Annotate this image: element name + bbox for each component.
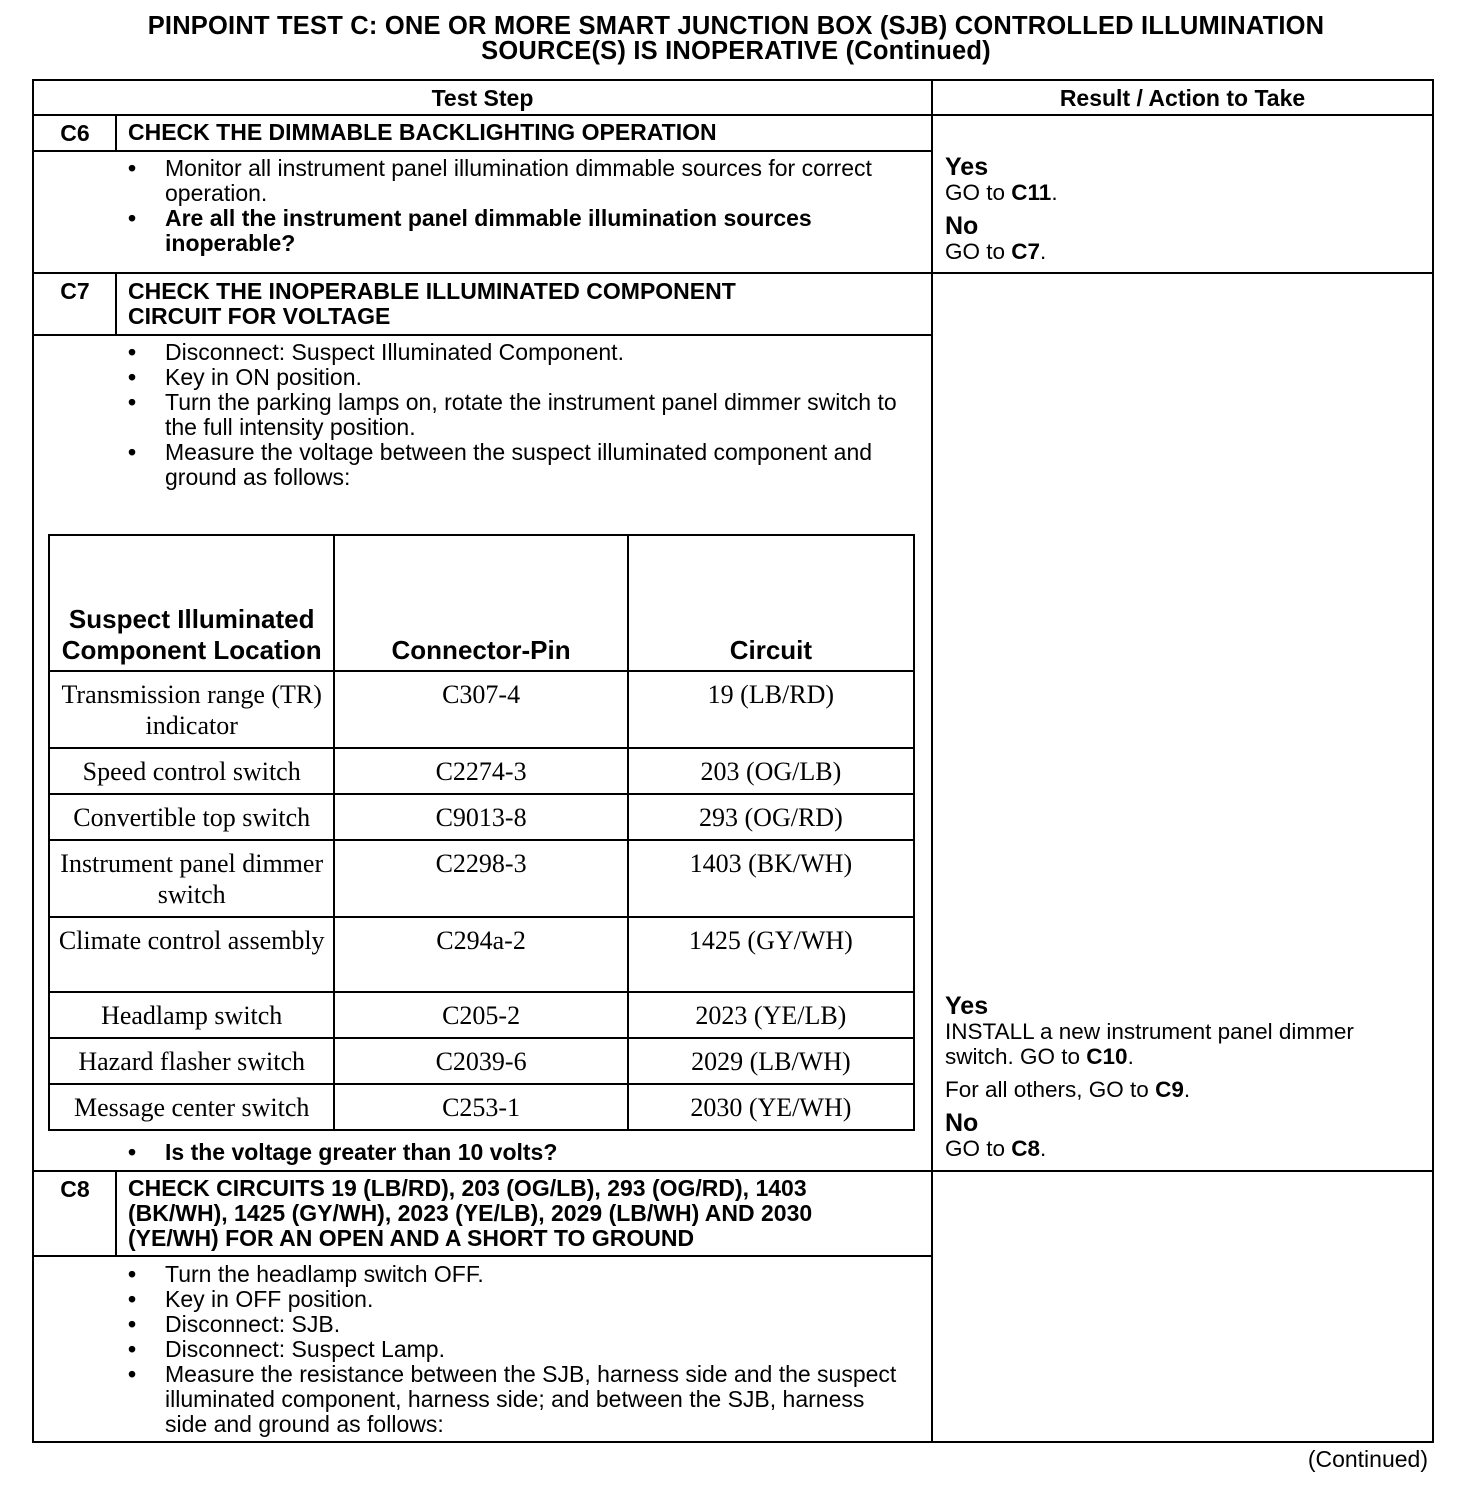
header-result: Result / Action to Take — [1059, 85, 1306, 111]
no-label: No — [945, 1109, 979, 1137]
goto-target: C7 — [1011, 239, 1041, 264]
yes-action: GO to C11. — [945, 180, 1058, 205]
continued-note: (Continued) — [1307, 1446, 1428, 1472]
table-row: Speed control switch C2274-3 203 (OG/LB) — [49, 748, 914, 794]
step-c6-bullets — [128, 156, 908, 256]
c8-title-rule — [32, 1255, 933, 1257]
table-row: Climate control assembly C294a-2 1425 (GY/WH) — [49, 917, 914, 992]
step-c7-result — [945, 993, 1425, 1161]
voltage-table — [48, 534, 915, 1131]
yes-action: INSTALL a new instrument panel dimmer switch. GO to C10. — [945, 1019, 1354, 1069]
c6-end-rule — [32, 272, 1434, 274]
column-divider — [931, 79, 933, 1443]
list-item: • Disconnect: Suspect Lamp. — [128, 1337, 898, 1362]
goto-target: C11 — [1011, 180, 1052, 205]
list-item: • Key in ON position. — [128, 365, 918, 390]
table-row: Transmission range (TR) indicator C307-4 19 (LB/RD) — [49, 671, 914, 748]
table-row: Headlamp switch C205-2 2023 (YE/LB) — [49, 992, 914, 1038]
no-action: GO to C7. — [945, 239, 1047, 264]
step-c8-title: CHECK CIRCUITS 19 (LB/RD), 203 (OG/LB), 293 (OG/RD), 1403 (BK/WH), 1425 (GY/WH), 2023 (YE/LB), 2029 (LB/WH) AND 2030 (YE/WH) FOR AN OPEN AND A SHORT TO GROUND — [128, 1175, 813, 1251]
step-c6-id: C6 — [60, 120, 90, 146]
c6-title-rule — [32, 150, 933, 152]
yes-label: Yes — [945, 153, 989, 181]
column-header: Suspect Illuminated Component Location — [49, 535, 334, 671]
table-row: Message center switch C253-1 2030 (YE/WH) — [49, 1084, 914, 1130]
list-item: • Disconnect: SJB. — [128, 1312, 898, 1337]
list-item: • Measure the resistance between the SJB, harness side and the suspect illuminated component, harness side; and between the SJB, harness side and ground as follows: — [128, 1362, 898, 1437]
yes-label: Yes — [945, 992, 989, 1020]
title-line-2: SOURCE(S) IS INOPERATIVE (Continued) — [481, 37, 991, 65]
list-item: • Key in OFF position. — [128, 1287, 898, 1312]
list-item-question: • Are all the instrument panel dimmable illumination sources inoperable? — [128, 206, 908, 256]
table-row: Hazard flasher switch C2039-6 2029 (LB/WH) — [49, 1038, 914, 1084]
step-c7-id: C7 — [60, 278, 90, 304]
page-title — [40, 14, 1432, 64]
step-c7-question — [128, 1140, 908, 1165]
list-item: • Measure the voltage between the suspect illuminated component and ground as follows: — [128, 440, 918, 490]
list-item-question: • Is the voltage greater than 10 volts? — [128, 1140, 908, 1165]
table-row: Convertible top switch C9013-8 293 (OG/RD) — [49, 794, 914, 840]
list-item: • Turn the parking lamps on, rotate the instrument panel dimmer switch to the full intensity position. — [128, 390, 918, 440]
list-item: • Monitor all instrument panel illumination dimmable sources for correct operation. — [128, 156, 908, 206]
list-item: • Disconnect: Suspect Illuminated Component. — [128, 340, 918, 365]
goto-target: C8 — [1011, 1136, 1041, 1161]
step-c8-bullets — [128, 1262, 898, 1437]
list-item: • Turn the headlamp switch OFF. — [128, 1262, 898, 1287]
step-c6-title: CHECK THE DIMMABLE BACKLIGHTING OPERATION — [128, 119, 717, 145]
yes-action-others: For all others, GO to C9. — [945, 1077, 1191, 1102]
c7-end-rule — [32, 1170, 1434, 1172]
step-c7-title: CHECK THE INOPERABLE ILLUMINATED COMPONENT CIRCUIT FOR VOLTAGE — [128, 278, 736, 329]
step-c8-id: C8 — [60, 1176, 90, 1202]
goto-target: C10 — [1086, 1044, 1128, 1069]
no-action: GO to C8. — [945, 1136, 1047, 1161]
goto-target: C9 — [1155, 1077, 1184, 1102]
step-c7-bullets — [128, 340, 918, 490]
column-header: Connector-Pin — [334, 535, 627, 671]
table-row: Instrument panel dimmer switch C2298-3 1403 (BK/WH) — [49, 840, 914, 917]
step-c6-result — [945, 154, 1425, 264]
no-label: No — [945, 212, 979, 240]
title-line-1: PINPOINT TEST C: ONE OR MORE SMART JUNCTION BOX (SJB) CONTROLLED ILLUMINATION — [147, 12, 1325, 40]
header-test-step: Test Step — [431, 85, 534, 111]
column-header: Circuit — [628, 535, 914, 671]
c7-title-rule — [32, 334, 933, 336]
